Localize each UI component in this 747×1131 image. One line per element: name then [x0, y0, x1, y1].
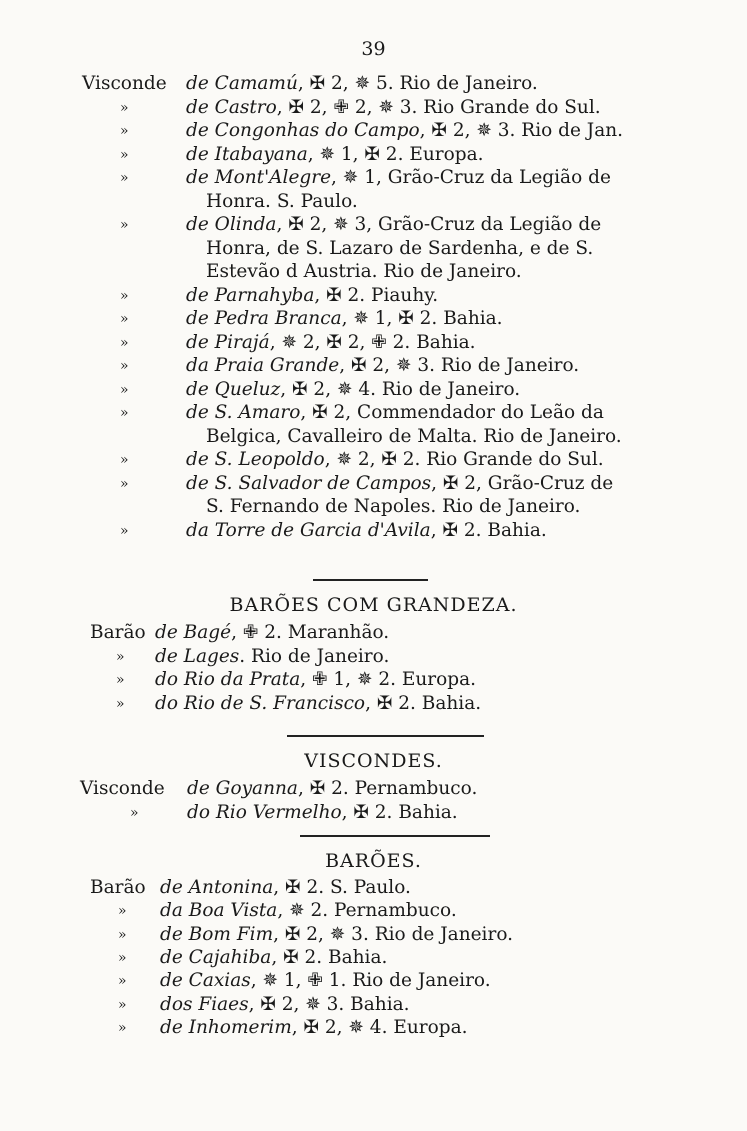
- ditto-mark: »: [116, 695, 125, 712]
- title-name: de Congonhas do Campo: [186, 120, 420, 141]
- list-item: [160, 899, 457, 923]
- title-details: , ✠ 2, ✵ 3. Rio de Janeiro.: [273, 923, 514, 945]
- list-item: [186, 307, 503, 331]
- list-item: [186, 354, 579, 378]
- title-details: , ✠ 2, ✵ 5. Rio de Janeiro.: [297, 73, 538, 94]
- ditto-mark: »: [118, 973, 127, 990]
- ditto-mark: »: [120, 381, 129, 398]
- entry-title-word: Barão: [90, 622, 146, 643]
- ditto-mark: »: [118, 926, 127, 943]
- continuation-line: Estevão d Austria. Rio de Janeiro.: [206, 261, 522, 282]
- title-details: , ✵ 1, Grão-Cruz da Legião de: [331, 167, 611, 188]
- title-name: de Mont'Alegre: [186, 167, 332, 188]
- title-details: , ✠ 2. Pernambuco.: [297, 778, 478, 799]
- ditto-mark: »: [130, 805, 139, 821]
- title-details: , ✠ 2, Grão-Cruz de: [431, 472, 614, 494]
- title-details: , ✵ 2, ✠ 2. Rio Grande do Sul.: [324, 449, 604, 470]
- title-name: de S. Amaro: [186, 402, 301, 423]
- ditto-mark: »: [118, 996, 127, 1013]
- title-name: de Camamú: [186, 73, 298, 94]
- list-item: [155, 668, 476, 692]
- ditto-mark: »: [120, 334, 129, 351]
- title-name: de Olinda: [186, 214, 277, 235]
- title-details: , ✠ 2, ✵ 4. Rio de Janeiro.: [280, 378, 521, 400]
- title-name: de Pirajá: [186, 331, 270, 353]
- title-name: de S. Leopoldo: [186, 449, 325, 470]
- title-details: , ✵ 2, ✠ 2, ✙ 2. Bahia.: [269, 331, 476, 353]
- entry-title-word: Visconde: [80, 778, 165, 799]
- list-item: [187, 801, 458, 825]
- title-details: , ✠ 2, ✵ 3. Rio de Janeiro.: [339, 355, 580, 376]
- ditto-mark: »: [116, 672, 125, 688]
- title-details: , ✙ 2. Maranhão.: [231, 622, 390, 643]
- ditto-mark: »: [120, 99, 129, 116]
- title-details: , ✠ 2. Bahia.: [341, 802, 458, 823]
- ditto-mark: »: [120, 475, 129, 492]
- title-name: do Rio Vermelho: [187, 802, 342, 823]
- title-details: , ✠ 2. Bahia.: [430, 519, 547, 541]
- list-item: [186, 143, 484, 167]
- title-name: de Caxias: [160, 970, 251, 992]
- list-item: [186, 448, 604, 472]
- title-details: , ✠ 2, ✵ 3. Bahia.: [248, 993, 410, 1015]
- title-details: . Rio de Janeiro.: [239, 645, 390, 667]
- title-name: de Antonina: [160, 877, 274, 898]
- title-name: de Bagé: [155, 622, 232, 643]
- title-details: , ✠ 2. Piauhy.: [314, 284, 439, 306]
- title-name: dos Fiaes: [160, 993, 249, 1015]
- list-item: [186, 331, 476, 355]
- ditto-mark: »: [120, 452, 129, 468]
- list-item: [187, 777, 477, 801]
- list-item: [186, 519, 547, 543]
- title-details: , ✵ 1, ✙ 1. Rio de Janeiro.: [250, 970, 491, 992]
- title-details: , ✠ 2. Bahia.: [365, 692, 482, 714]
- list-item: [186, 284, 438, 308]
- ditto-mark: »: [120, 522, 129, 539]
- divider: [300, 835, 490, 837]
- section-title-baroes: BARÕES.: [325, 850, 422, 872]
- continuation-line: Honra. S. Paulo.: [206, 190, 358, 212]
- list-item: [160, 969, 491, 993]
- list-item: [160, 946, 387, 970]
- list-item: [155, 692, 481, 716]
- continuation-line: S. Fernando de Napoles. Rio de Janeiro.: [206, 496, 581, 517]
- title-details: , ✠ 2, ✵ 3. Rio de Jan.: [419, 120, 624, 141]
- list-item: [186, 119, 623, 143]
- continuation-line: Honra, de S. Lazaro de Sardenha, e de S.: [206, 237, 594, 259]
- title-details: , ✠ 2. S. Paulo.: [273, 877, 411, 898]
- title-details: , ✠ 2, ✵ 3, Grão-Cruz da Legião de: [276, 214, 602, 235]
- list-item: [186, 166, 611, 190]
- title-name: da Praia Grande: [186, 355, 340, 376]
- title-name: de Castro: [186, 96, 277, 118]
- title-name: da Torre de Garcia d'Avila: [186, 519, 431, 541]
- list-item: [160, 993, 410, 1017]
- title-name: de Cajahiba: [160, 946, 272, 968]
- title-name: de Itabayana: [186, 143, 308, 165]
- list-item: [186, 401, 604, 425]
- title-details: , ✠ 2, ✵ 4. Europa.: [291, 1016, 468, 1038]
- title-name: de S. Salvador de Campos: [186, 472, 432, 494]
- list-item: [186, 213, 601, 237]
- title-details: , ✠ 2, Commendador do Leão da: [300, 402, 604, 423]
- list-item: [186, 378, 520, 402]
- page-number: 39: [361, 38, 386, 60]
- title-name: do Rio da Prata: [155, 669, 301, 690]
- title-details: , ✠ 2, ✙ 2, ✵ 3. Rio Grande do Sul.: [276, 96, 601, 118]
- ditto-mark: »: [120, 217, 129, 233]
- ditto-mark: »: [120, 146, 129, 163]
- title-name: de Inhomerim: [160, 1016, 292, 1038]
- title-name: do Rio de S. Francisco: [155, 692, 366, 714]
- title-name: da Boa Vista: [160, 900, 278, 922]
- ditto-mark: »: [118, 1019, 127, 1036]
- title-details: , ✠ 2. Bahia.: [271, 946, 388, 968]
- section-title-baroes-grandeza: BARÕES COM GRANDEZA.: [229, 594, 518, 616]
- ditto-mark: »: [120, 123, 129, 139]
- list-item: [155, 621, 389, 645]
- title-details: , ✙ 1, ✵ 2. Europa.: [300, 669, 477, 690]
- title-details: , ✵ 1, ✠ 2. Bahia.: [341, 308, 503, 329]
- list-item: [186, 96, 601, 120]
- list-item: [160, 923, 513, 947]
- ditto-mark: »: [118, 949, 127, 966]
- divider: [313, 579, 428, 581]
- list-item: [155, 645, 389, 669]
- list-item: [160, 876, 411, 900]
- ditto-mark: »: [116, 648, 125, 665]
- list-item: [186, 72, 538, 96]
- ditto-mark: »: [120, 358, 129, 374]
- ditto-mark: »: [120, 405, 129, 421]
- entry-title-word: Barão: [90, 877, 146, 898]
- continuation-line: Belgica, Cavalleiro de Malta. Rio de Janeiro.: [206, 425, 622, 447]
- title-details: , ✵ 1, ✠ 2. Europa.: [307, 143, 484, 165]
- section-title-viscondes: VISCONDES.: [304, 750, 443, 772]
- title-name: de Goyanna: [187, 778, 298, 799]
- list-item: [160, 1016, 468, 1040]
- title-name: de Bom Fim: [160, 923, 274, 945]
- title-name: de Queluz: [186, 378, 281, 400]
- title-details: , ✵ 2. Pernambuco.: [277, 900, 457, 922]
- ditto-mark: »: [120, 311, 129, 327]
- list-item: [186, 472, 613, 496]
- title-name: de Lages: [155, 645, 240, 667]
- entry-title-word: Visconde: [82, 73, 167, 94]
- title-name: de Parnahyba: [186, 284, 315, 306]
- ditto-mark: »: [120, 287, 129, 304]
- divider: [287, 735, 484, 737]
- ditto-mark: »: [118, 903, 127, 920]
- ditto-mark: »: [120, 170, 129, 186]
- title-name: de Pedra Branca: [186, 308, 342, 329]
